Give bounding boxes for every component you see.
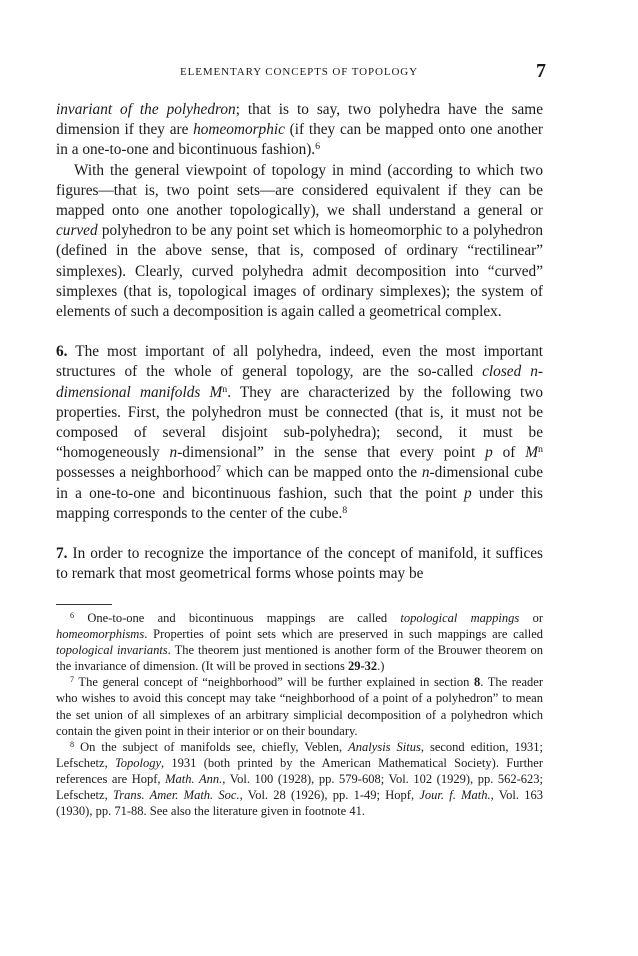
text-run: One-to-one and bicontinuous mappings are called bbox=[74, 611, 401, 625]
running-head: ELEMENTARY CONCEPTS OF TOPOLOGY bbox=[180, 66, 418, 78]
italic-term: Analysis Situs bbox=[348, 739, 421, 754]
text-run: , Vol. 100 (1928), pp. 579-608; Vol. 102 (1929), pp. 562-623; Lefschetz, bbox=[56, 771, 544, 803]
footnote-8 bbox=[56, 739, 543, 819]
section-number: 7. bbox=[56, 545, 68, 563]
footnote-ref: 7 bbox=[215, 464, 221, 476]
text-run: -dimensional cube in a one-to-one and bicontinuous fashion, such that the point bbox=[56, 464, 543, 502]
italic-term: homeomorphisms bbox=[56, 627, 145, 642]
italic-term: M bbox=[525, 444, 539, 462]
text-run: or bbox=[519, 611, 543, 625]
text-run: which can be mapped onto the bbox=[220, 464, 422, 482]
section-number: 6. bbox=[56, 343, 68, 361]
paragraph-curved-polyhedron bbox=[56, 161, 543, 323]
italic-term: Topology bbox=[114, 755, 162, 770]
footnote-mark: 6 bbox=[70, 610, 75, 620]
footnote-7 bbox=[56, 674, 543, 738]
text-run: In order to recognize the importance of the concept of manifold, it suffices to remark that most geometrical forms whose points may be bbox=[56, 545, 543, 583]
text-run: . They are characterized by the following two properties. First, the polyhedron must be connected (that is, it must not be composed of several disjoint sub-polyhedra); second, it must be “homogeneously bbox=[56, 383, 543, 462]
italic-term: invariant of the polyhedron bbox=[56, 101, 236, 118]
italic-term: n bbox=[169, 444, 178, 462]
italic-term: Math. Ann. bbox=[165, 771, 223, 786]
superscript: n bbox=[538, 444, 543, 456]
text-run: possesses a neighborhood bbox=[56, 464, 216, 482]
text-run: . Properties of point sets which are preserved in such mappings are called bbox=[144, 627, 543, 642]
text-run: , 1931 (both printed by the American Mathematical Society). Further references are Hopf, bbox=[56, 755, 544, 786]
text-run: With the general viewpoint of topology in mind (according to which two figures—that is, two point sets—are considered equivalent if they can be mapped onto one another topologically), we shall understand a general or bbox=[56, 161, 543, 220]
text-run: of bbox=[492, 444, 526, 462]
italic-term: homeomorphic bbox=[193, 121, 285, 139]
footnote-mark: 7 bbox=[70, 675, 75, 685]
italic-term: closed n-dimensional manifolds M bbox=[56, 363, 543, 401]
page-number: 7 bbox=[536, 60, 546, 82]
text-run: . The reader who wishes to avoid this concept may take “neighborhood of a point of a polyhedron” to mean the set union of all simplexes of an arbitrary simplicial decomposition of a polyhedron which contain the given point in their interior or on their boundary. bbox=[56, 675, 543, 738]
text-run: The most important of all polyhedra, indeed, even the most important structures of the whole of general topology, are the so-called bbox=[56, 343, 543, 381]
text-run: under this mapping corresponds to the center of the cube. bbox=[56, 484, 543, 522]
text-run: , Vol. 28 (1926), pp. 1-49; Hopf, bbox=[239, 788, 420, 803]
text-run: . The theorem just mentioned is another form of the Brouwer theorem on the invariance of dimension. (It will be proved in sections bbox=[56, 643, 543, 674]
section-ref: 8 bbox=[473, 675, 481, 690]
text-run: -dimensional” in the sense that every point bbox=[177, 444, 486, 462]
italic-term: n bbox=[421, 464, 430, 482]
italic-term: curved bbox=[56, 222, 98, 240]
footnotes bbox=[56, 610, 543, 819]
section-6-paragraph bbox=[56, 342, 543, 524]
main-text bbox=[56, 100, 543, 584]
superscript: n bbox=[222, 383, 228, 395]
italic-term: Jour. f. Math. bbox=[419, 788, 491, 803]
footnote-6 bbox=[56, 610, 543, 674]
text-run: The general concept of “neighborhood” will be further explained in section bbox=[74, 675, 474, 690]
text-run: (if they can be mapped onto one another in a one-to-one and bicontinuous fashion). bbox=[56, 121, 543, 159]
text-run: ; that is to say, two polyhedra have the same dimension if they are bbox=[56, 101, 543, 139]
text-run: polyhedron to be any point set which is homeomorphic to a polyhedron (defined in the above sense, that is, composed of ordinary “rectilinear” simplexes). Clearly, curved polyhedra admit decomposition into “curved” simplexes (that is, topological images of ordinary simplexes); the system of elements of such a decomposition is again called a geometrical complex. bbox=[56, 222, 543, 321]
text-run: , second edition, 1931; Lefschetz, bbox=[56, 739, 544, 770]
italic-term: topological invariants bbox=[56, 643, 168, 658]
text-run: , Vol. 163 (1930), pp. 71-88. See also the literature given in footnote 41. bbox=[56, 788, 544, 819]
italic-term: p bbox=[485, 444, 493, 462]
italic-term: topological mappings bbox=[400, 611, 520, 625]
section-ref: 29-32 bbox=[347, 659, 378, 674]
text-run: .) bbox=[377, 659, 385, 674]
italic-term: Trans. Amer. Math. Soc. bbox=[112, 788, 240, 803]
footnote-ref: 6 bbox=[315, 141, 321, 153]
footnote-mark: 8 bbox=[70, 739, 75, 749]
section-7-paragraph bbox=[56, 544, 543, 584]
footnote-ref: 8 bbox=[342, 504, 348, 516]
italic-term: p bbox=[464, 484, 472, 502]
footnote-rule bbox=[56, 604, 112, 605]
paragraph-invariant bbox=[56, 100, 543, 161]
text-run: On the subject of manifolds see, chiefly, Veblen, bbox=[74, 739, 349, 754]
